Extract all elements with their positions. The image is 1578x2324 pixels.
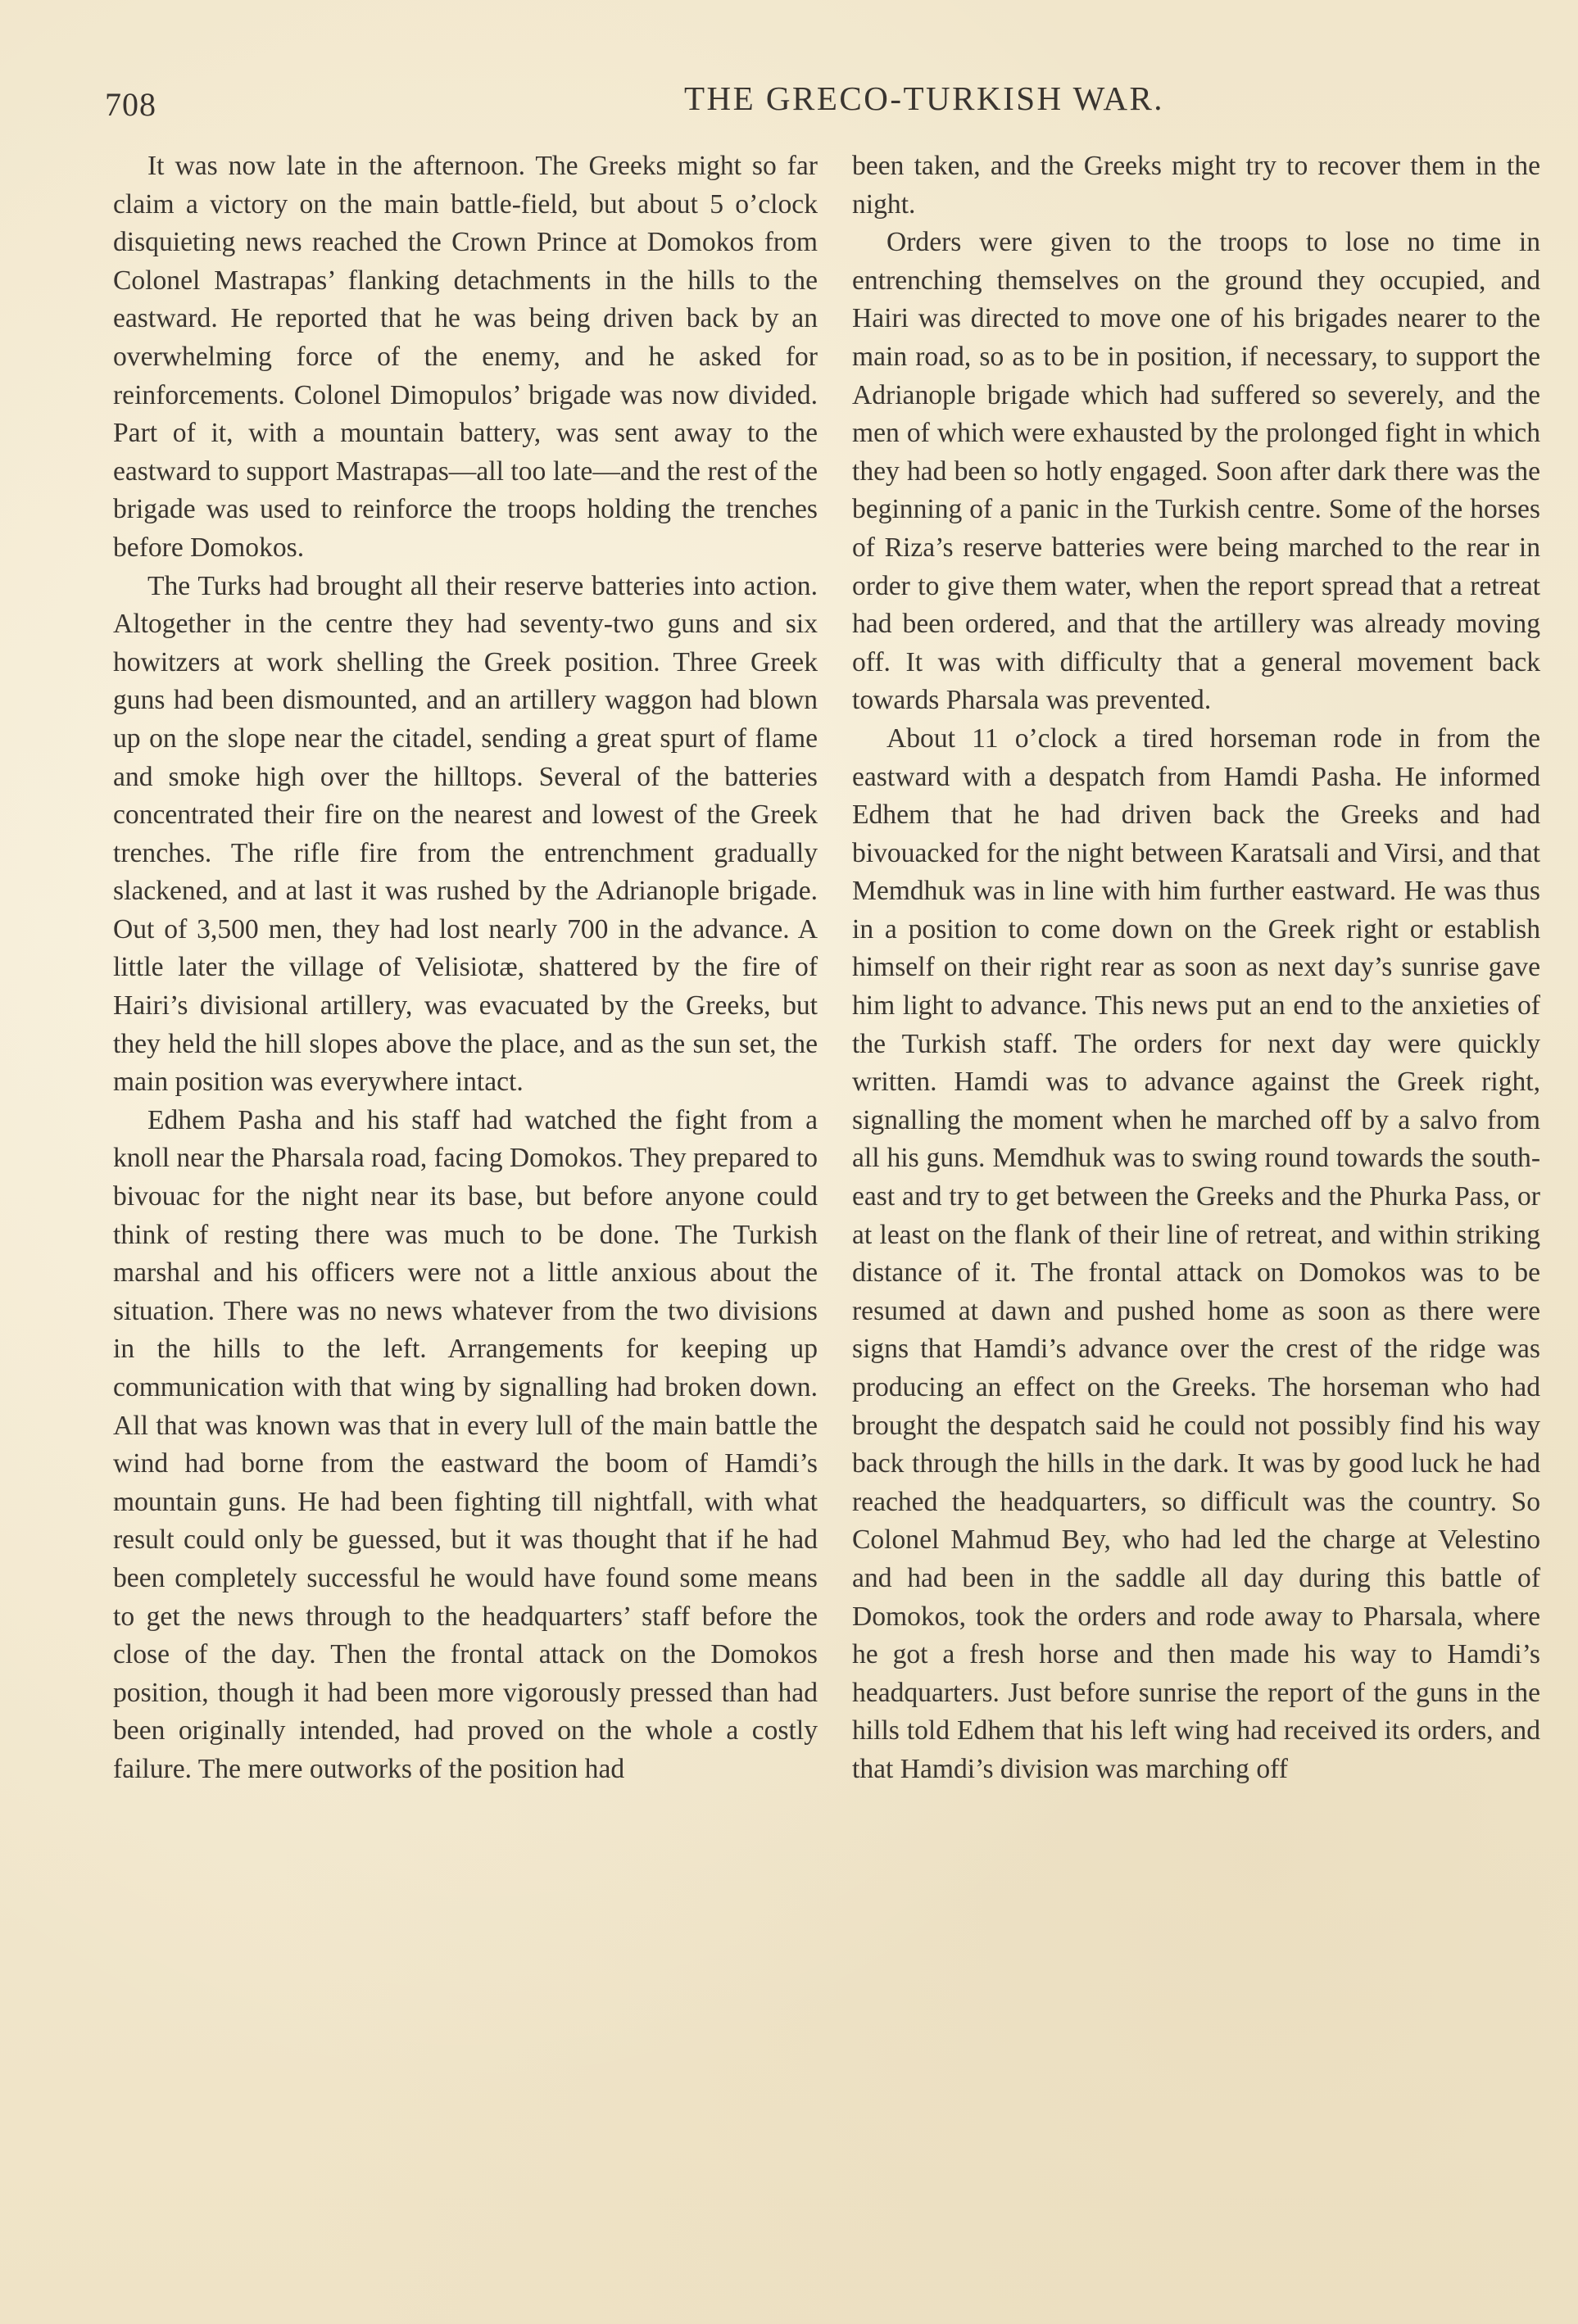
page-number: 708	[105, 86, 156, 123]
right-column	[852, 147, 1540, 1789]
left-column	[113, 147, 818, 1789]
paragraph-continuation: been taken, and the Greeks might try to recover them in the night.	[852, 151, 1540, 220]
paragraph: About 11 o’clock a tired horseman rode in from the eastward with a despatch from Hamdi Pasha. He informed Edhem that he had driven back the Greeks and had bivouacked for the night between Karatsali and Virsi, and that Memdhuk was in line with him further eastward. He was thus in a position to come down on the Greek right or establish himself on their right rear as soon as next day’s sunrise gave him light to advance. This news put an end to the anxieties of the Turkish staff. The orders for next day were quickly written. Hamdi was to advance against the Greek right, signalling the moment when he marched off by a salvo from all his guns. Memdhuk was to swing round towards the south-east and try to get between the Greeks and the Phurka Pass, or at least on the flank of their line of retreat, and within striking distance of it. The frontal attack on Domokos was to be resumed at dawn and pushed home as soon as there were signs that Hamdi’s advance over the crest of the ridge was producing an effect on the Greeks. The horseman who had brought the despatch said he could not possibly find his way back through the hills in the dark. It was by good luck he had reached the headquarters, so difficult was the country. So Colonel Mahmud Bey, who had led the charge at Velestino and had been in the saddle all day during this battle of Domokos, took the orders and rode away to Pharsala, where he got a fresh horse and then made his way to Hamdi’s headquarters. Just before sunrise the report of the guns in the hills told Edhem that his left wing had received its orders, and that Hamdi’s division was marching off	[852, 723, 1540, 1784]
page-header	[105, 77, 1498, 126]
paragraph: Orders were given to the troops to lose no time in entrenching themselves on the ground they occupied, and Hairi was directed to move one of his brigades nearer to the main road, so as to be in position, if necessary, to support the Adrianople brigade which had suffered so severely, and the men of which were exhausted by the prolonged fight in which they had been so hotly engaged. Soon after dark there was the beginning of a panic in the Turkish centre. Some of the horses of Riza’s reserve batteries were being marched to the rear in order to give them water, when the report spread that a retreat had been ordered, and that the artillery was already moving off. It was with difficulty that a general movement back towards Pharsala was prevented.	[852, 227, 1540, 716]
paragraph: It was now late in the afternoon. The Greeks might so far claim a victory on the main battle-field, but about 5 o’clock disquieting news reached the Crown Prince at Domokos from Colonel Mastrapas’ flanking detachments in the hills to the eastward. He reported that he was being driven back by an overwhelming force of the enemy, and he asked for reinforcements. Colonel Dimopulos’ brigade was now divided. Part of it, with a mountain battery, was sent away to the eastward to support Mastrapas—all too late—and the rest of the brigade was used to reinforce the troops holding the trenches before Domokos.	[113, 151, 818, 563]
paragraph: Edhem Pasha and his staff had watched the fight from a knoll near the Pharsala road, facing Domokos. They prepared to bivouac for the night near its base, but before anyone could think of resting there was much to be done. The Turkish marshal and his officers were not a little anxious about the situation. There was no news whatever from the two divisions in the hills to the left. Arrangements for keeping up communication with that wing by signalling had broken down. All that was known was that in every lull of the main battle the wind had borne from the eastward the boom of Hamdi’s mountain guns. He had been fighting till nightfall, with what result could only be guessed, but it was thought that if he had been completely successful he would have found some means to get the news through to the headquarters’ staff before the close of the day. Then the frontal attack on the Domokos position, though it had been more vigorously pressed than had been originally intended, had proved on the whole a costly failure. The mere outworks of the position had	[113, 1104, 818, 1784]
running-title: THE GRECO-TURKISH WAR.	[683, 79, 1165, 117]
paragraph: The Turks had brought all their reserve batteries into action. Altogether in the centre they had seventy-two guns and six howitzers at work shelling the Greek position. Three Greek guns had been dismounted, and an artillery waggon had blown up on the slope near the citadel, sending a great spurt of flame and smoke high over the hilltops. Several of the batteries concentrated their fire on the nearest and lowest of the Greek trenches. The rifle fire from the entrenchment gradually slackened, and at last it was rushed by the Adrianople brigade. Out of 3,500 men, they had lost nearly 700 in the advance. A little later the village of Velisiotæ, shattered by the fire of Hairi’s divisional artillery, was evacuated by the Greeks, but they held the hill slopes above the place, and as the sun set, the main position was everywhere intact.	[113, 570, 818, 1098]
